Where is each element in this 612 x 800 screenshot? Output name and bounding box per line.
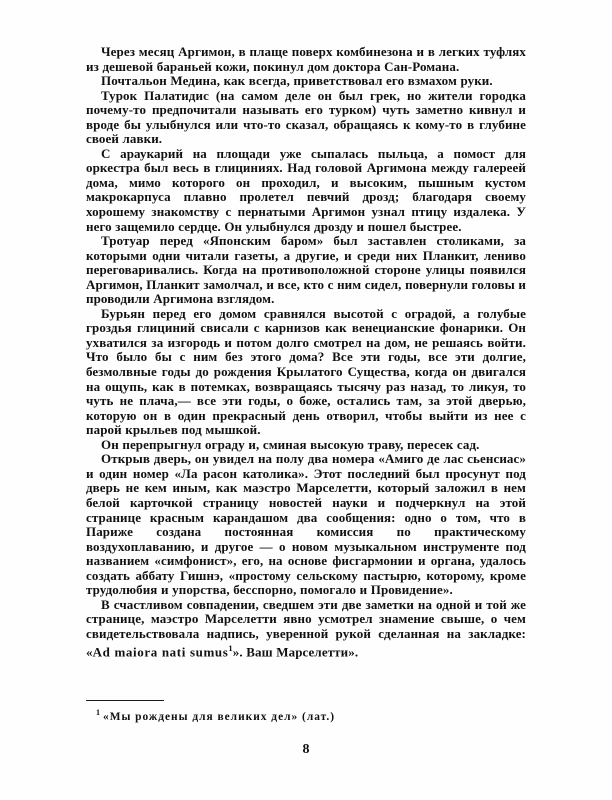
page-number: 8 [302, 742, 310, 757]
paragraph: Он перепрыгнул ограду и, сминая высокую траву, пересек сад. [101, 436, 480, 452]
footnote-marker: 1 [96, 708, 100, 717]
paragraph: Почтальон Медина, как всегда, приветствовал его взмахом руки. [101, 73, 493, 89]
paragraph: Открыв дверь, он увидел на полу два номера «Амиго де лас сьенсиас» и один номер «Ла расон католика». Этот последний был просунут под дверь не кем иным, как маэстро Марселетти, который заложил в нем белой карточкой страницу новостей науки и подчеркнул на этой странице красным карандашом два сообщения: одно о том, что в Париже создана постоянная комиссия по практическому воздухоплаванию, и другое — о новом музыкальном инструменте под названием «симфонист», его, на основе фисгармонии и органа, удалось создать аббату Гишнэ, «простому сельскому пастырю, которому, кроме трудолюбия и упорства, бесспорно, помогало и Провидение». [86, 451, 526, 598]
paragraph-with-footnote [86, 598, 526, 661]
paragraph: Тротуар перед «Японским баром» был заставлен столиками, за которыми одни читали газеты, а другие, и среди них Планкит, лениво переговаривались. Когда на противоположной стороне улицы появился Аргимон, Планкит замолчал, и все, кто с ним сидел, повернули головы и проводили Аргимона взглядом. [86, 233, 526, 307]
footnote [86, 706, 526, 724]
paragraph-text-before-latin: В счастливом совпадении, сведшем эти две заметки на одной и той же странице, маэстро Марселетти явно усмотрел знамение свыше, о чем свидетельствовала надпись, уверенной рукой сделанная на закладке: « [86, 596, 526, 660]
footnote-reference-marker[interactable]: 1 [228, 643, 233, 654]
paragraph: Бурьян перед его домом сравнялся высотой с оградой, а голубые гроздья глициний свисали с карнизов как венецианские фонарики. Он ухватился за изгородь и потом долго смотрел на дом, не решаясь войти. Что было бы с ним без этого дома? Все эти годы, все эти долгие, безмолвные годы до рождения Крылатого Существа, когда он двигался на ощупь, как в потемках, возвращаясь тысячу раз назад, то ликуя, то чуть не плача,— все эти годы, о боже, остались там, за этой дверью, которую он в один прекрасный день отворил, чтобы выйти из нее с парой крыльев под мышкой. [86, 305, 526, 438]
latin-phrase: Ad maiora nati sumus [92, 644, 229, 660]
paragraph: Через месяц Аргимон, в плаще поверх комбинезона и в легких туфлях из дешевой бараньей кожи, покинул дом доктора Сан-Романа. [86, 44, 526, 74]
body-text-column [86, 45, 526, 660]
paragraph: Турок Палатидис (на самом деле он был грек, но жители городка почему-то предпочитали называть его турком) чуть заметно кивнул и вроде бы улыбнулся или что-то сказал, обращаясь к кому-то в глубине своей лавки. [86, 87, 526, 147]
paragraph: С араукарий на площади уже сыпалась пыльца, а помост для оркестра был весь в глициниях. Над головой Аргимона между галереей дома, мимо которого он проходил, и высоким, пышным кустом макрокарпуса плавно пролетел певчий дрозд; благодаря своему хорошему знакомству с пернатыми Аргимон узнал птицу издалека. У него защемило сердце. Он улыбнулся дрозду и пошел быстрее. [86, 145, 526, 234]
footnote-separator-rule [86, 700, 164, 701]
footnote-text: «Мы рождены для великих дел» (лат.) [103, 710, 336, 723]
paragraph-text-after-latin: ». Ваш Марселетти». [232, 644, 359, 660]
